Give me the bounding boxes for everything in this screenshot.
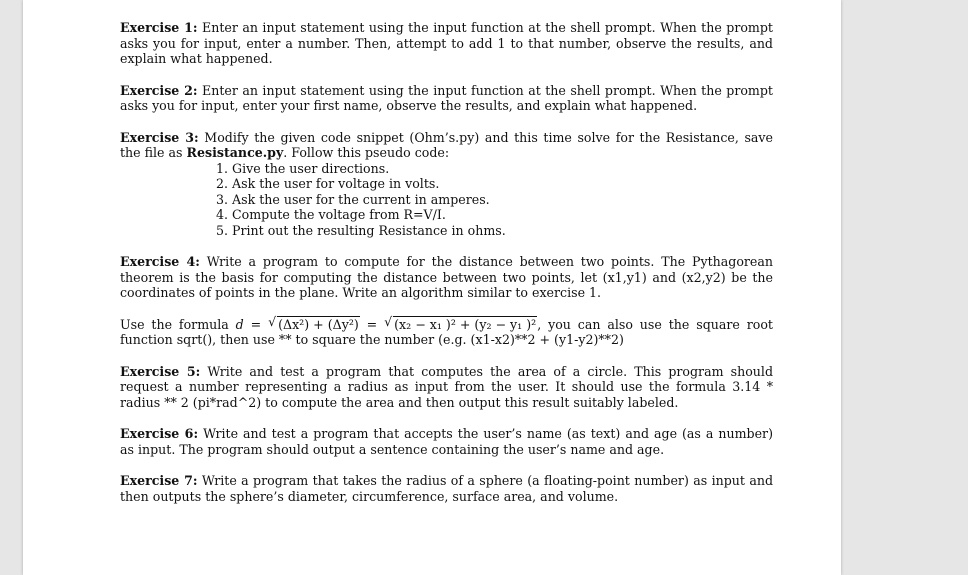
exercise-1	[120, 20, 773, 67]
step-item: 5. Print out the resulting Resistance in ohms.	[216, 222, 506, 238]
formula-lhs: d =	[235, 316, 269, 332]
exercise-7	[120, 473, 773, 504]
exercise-1-label: Exercise 1:	[120, 20, 198, 35]
exercise-4	[120, 254, 773, 301]
formula-intro: Use the formula	[120, 316, 236, 332]
formula-sqrt-delta	[268, 313, 360, 333]
formula-sqrt-coords-body: (x₂ − x₁ )² + (y₂ − y₁ )²	[394, 316, 537, 332]
page-content	[120, 20, 773, 520]
formula-sqrt-coords	[384, 313, 537, 333]
exercise-6-text: Write and test a program that accepts the user’s name (as text) and age (as a number) as input. The program should output a sentence containing the user’s name and age.	[120, 426, 773, 457]
exercise-2-label: Exercise 2:	[120, 82, 198, 98]
formula-equals: =	[359, 316, 385, 332]
step-item: 2. Ask the user for voltage in volts.	[216, 176, 440, 191]
formula-sqrt-delta-body: (Δx²) + (Δy²)	[278, 316, 359, 332]
exercise-3-text-after: . Follow this pseudo code:	[283, 145, 450, 160]
exercise-7-text: Write a program that takes the radius of a sphere (a floating-point number) as input and then outputs the sphere’s diameter, circumference, surface area, and volume.	[120, 473, 774, 504]
exercise-3	[120, 130, 773, 239]
exercise-4-label: Exercise 4:	[120, 254, 200, 269]
step-item: 1. Give the user directions.	[216, 160, 390, 176]
exercise-7-label: Exercise 7:	[120, 473, 198, 488]
exercise-5	[120, 364, 773, 411]
exercise-3-filename: Resistance.py	[186, 145, 284, 160]
exercise-1-text: Enter an input statement using the input function at the shell prompt. When the prompt asks you for input, enter a number. Then, attempt to add 1 to that number, observe the results, and explain what happened.	[120, 20, 773, 66]
step-item: 3. Ask the user for the current in amperes.	[216, 191, 490, 207]
step-item: 4. Compute the voltage from R=V/I.	[216, 207, 446, 222]
radical-icon: √	[384, 313, 393, 329]
exercise-3-intro	[120, 130, 773, 161]
pseudo-code-steps	[120, 161, 773, 239]
exercise-5-label: Exercise 5:	[120, 363, 201, 379]
exercise-6-label: Exercise 6:	[120, 426, 199, 441]
exercise-2-text: Enter an input statement using the input function at the shell prompt. When the prompt asks you for input, enter your first name, observe the results, and explain what happened.	[120, 82, 773, 113]
exercise-5-text: Write and test a program that computes the area of a circle. This program should request a number representing a radius as input from the user. It should use the formula 3.14 * radius ** 2 (pi*rad^2) to compute the area and then output this result suitably labeled.	[120, 363, 774, 410]
exercise-4-text: Write a program to compute for the distance between two points. The Pythagorean theorem is the basis for computing the distance between two points, let (x1,y1) and (x2,y2) be the coordinates of points in the plane. Write an algorithm similar to exercise 1.	[120, 254, 773, 300]
exercise-3-text-before: Modify the given code snippet (Ohm’s.py) and this time solve for the Resistance, save the file as	[120, 129, 773, 160]
formula-after: , you can also use the square root function sqrt(), then use ** to square the number (e.g. (x1-x2)**2 + (y1-y2)**2)	[120, 316, 773, 347]
exercise-6	[120, 426, 773, 457]
exercise-2	[120, 83, 773, 114]
exercise-4-formula	[120, 313, 773, 348]
radical-icon: √	[268, 313, 277, 329]
document-page	[23, 0, 841, 575]
exercise-3-label: Exercise 3:	[120, 129, 199, 145]
